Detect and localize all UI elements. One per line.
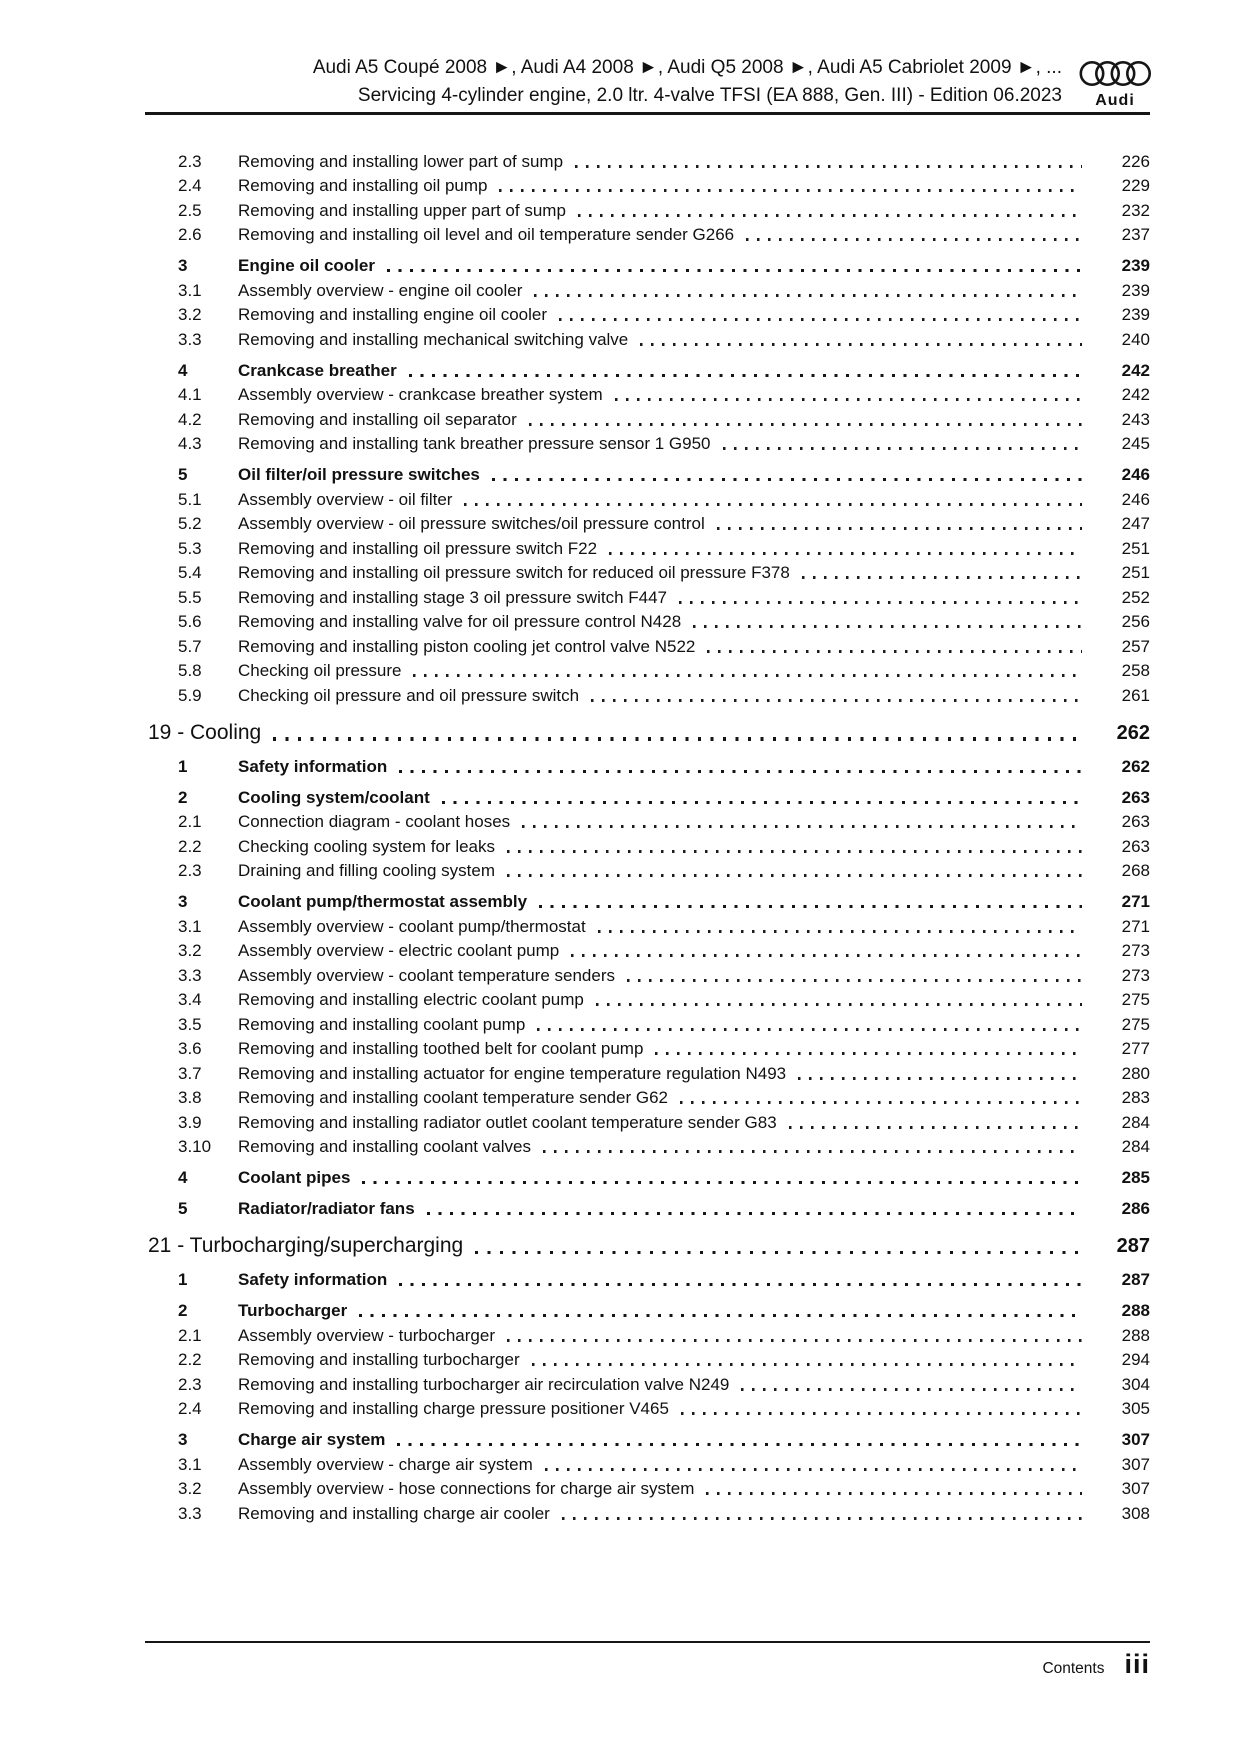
header-divider [145, 112, 1150, 115]
toc-entry-page: 252 [1121, 587, 1150, 607]
toc-leader-dots [596, 1003, 1082, 1006]
toc-entry-number: 2.3 [178, 1374, 202, 1394]
toc-leader-dots [529, 423, 1082, 426]
toc-entry-row [178, 514, 1150, 534]
toc-entry-title: Oil filter/oil pressure switches [238, 465, 480, 484]
toc-entry-number: 2 [178, 1301, 188, 1320]
toc-entry-number: 3.3 [178, 329, 202, 349]
toc-entry-title: 19 - Cooling [148, 720, 262, 744]
toc-leader-dots [741, 1388, 1082, 1391]
toc-entry-row [178, 1350, 1150, 1370]
toc-entry-row [178, 1039, 1150, 1059]
toc-leader-dots [615, 398, 1082, 401]
toc-entry-row [178, 686, 1150, 706]
toc-entry-title: Assembly overview - engine oil cooler [238, 280, 523, 300]
toc-entry-number: 3.2 [178, 941, 202, 960]
toc-leader-dots [679, 601, 1082, 604]
toc-entry-number: 3.1 [178, 1454, 202, 1474]
toc-entry-title: Removing and installing mechanical switching valve [238, 329, 629, 349]
toc-entry-page: 245 [1121, 434, 1150, 453]
toc-entry-page: 288 [1121, 1301, 1150, 1320]
toc-entry-number: 4 [178, 360, 188, 380]
toc-entry-number: 5.9 [178, 685, 202, 705]
toc-entry-row [178, 861, 1150, 881]
toc-entry-page: 239 [1121, 280, 1150, 300]
toc-entry-page: 242 [1121, 385, 1150, 404]
toc-leader-dots [562, 1517, 1082, 1520]
toc-entry-page: 239 [1121, 305, 1150, 324]
toc-entry-number: 3.2 [178, 305, 202, 324]
toc-leader-dots [571, 954, 1082, 957]
toc-entry-page: 275 [1121, 990, 1150, 1009]
toc-entry-row [178, 490, 1150, 510]
toc-entry-title: Draining and filling cooling system [238, 861, 496, 880]
toc-entry-row [178, 788, 1150, 808]
toc-entry-page: 275 [1121, 1014, 1150, 1034]
header-model-line: Audi A5 Coupé 2008 ►, Audi A4 2008 ►, Audi Q5 2008 ►, Audi A5 Cabriolet 2009 ►, ... [312, 57, 1062, 78]
toc-entry-row [178, 563, 1150, 583]
toc-entry-row [178, 1064, 1150, 1084]
toc-entry-page: 273 [1121, 965, 1150, 985]
toc-leader-dots [789, 1126, 1082, 1129]
toc-entry-title: Safety information [238, 1270, 388, 1289]
toc-entry-page: 232 [1121, 200, 1150, 220]
toc-leader-dots [273, 737, 1082, 740]
toc-entry-page: 268 [1121, 861, 1150, 880]
toc-entry-page: 226 [1121, 151, 1150, 171]
toc-entry-number: 2.2 [178, 836, 202, 856]
toc-entry-page: 277 [1121, 1039, 1150, 1058]
toc-entry-number: 3.2 [178, 1479, 202, 1498]
toc-entry-page: 261 [1121, 685, 1150, 705]
toc-entry-row [178, 1088, 1150, 1108]
toc-entry-title: Removing and installing oil pressure switch F22 [238, 538, 598, 558]
toc-entry-number: 3.9 [178, 1112, 202, 1132]
toc-entry-page: 287 [1121, 1270, 1150, 1289]
toc-entry-title: Removing and installing stage 3 oil pressure switch F447 [238, 587, 668, 607]
toc-entry-title: Removing and installing coolant pump [238, 1014, 526, 1034]
toc-entry-number: 2.4 [178, 1399, 202, 1418]
toc-leader-dots [578, 214, 1082, 217]
toc-entry-page: 286 [1121, 1199, 1150, 1218]
toc-entry-number: 2.4 [178, 176, 202, 195]
toc-entry-row [178, 837, 1150, 857]
toc-leader-dots [746, 238, 1082, 241]
toc-entry-page: 304 [1121, 1374, 1150, 1394]
table-of-contents [148, 147, 1150, 1524]
toc-entry-title: Removing and installing valve for oil pressure control N428 [238, 612, 682, 631]
toc-entry-title: Removing and installing oil level and oil temperature sender G266 [238, 225, 735, 244]
toc-leader-dots [539, 905, 1082, 908]
toc-entry-page: 280 [1121, 1063, 1150, 1083]
toc-entry-title: Assembly overview - charge air system [238, 1454, 533, 1474]
toc-leader-dots [627, 979, 1082, 982]
toc-entry-number: 2.1 [178, 1325, 202, 1345]
toc-entry-row [178, 812, 1150, 832]
toc-entry-page: 262 [1121, 756, 1150, 776]
toc-entry-number: 2.3 [178, 861, 202, 880]
toc-entry-row [178, 588, 1150, 608]
toc-entry-number: 2 [178, 787, 188, 807]
toc-entry-row [178, 612, 1150, 632]
toc-leader-dots [680, 1101, 1082, 1104]
toc-leader-dots [507, 1339, 1082, 1342]
toc-entry-title: Safety information [238, 756, 388, 776]
toc-entry-title: Checking oil pressure [238, 661, 402, 680]
toc-entry-title: Removing and installing oil separator [238, 409, 517, 429]
toc-entry-row [178, 539, 1150, 559]
toc-entry-number: 2.6 [178, 225, 202, 244]
toc-entry-title: Removing and installing coolant temperature sender G62 [238, 1088, 668, 1107]
toc-entry-number: 3 [178, 892, 188, 911]
toc-entry-row [178, 917, 1150, 937]
toc-leader-dots [442, 801, 1082, 804]
toc-leader-dots [475, 1251, 1082, 1254]
toc-entry-page: 258 [1121, 661, 1150, 680]
toc-entry-row [178, 1326, 1150, 1346]
toc-entry-number: 2.1 [178, 812, 202, 831]
toc-entry-row [178, 1168, 1150, 1188]
page-footer [1042, 1650, 1150, 1678]
toc-entry-row [178, 1375, 1150, 1395]
header-text [313, 54, 1062, 110]
toc-entry-row [178, 176, 1150, 196]
toc-entry-number: 5 [178, 1199, 188, 1218]
toc-entry-title: Removing and installing turbocharger [238, 1350, 520, 1369]
toc-entry-row [178, 757, 1150, 777]
toc-entry-row [178, 1113, 1150, 1133]
toc-entry-number: 3.1 [178, 280, 202, 300]
toc-entry-row [178, 1399, 1150, 1419]
toc-entry-page: 305 [1121, 1399, 1150, 1418]
toc-entry-row [178, 1137, 1150, 1157]
toc-entry-page: 288 [1121, 1325, 1150, 1345]
toc-entry-title: Connection diagram - coolant hoses [238, 812, 511, 831]
toc-entry-title: Removing and installing oil pump [238, 176, 488, 195]
toc-entry-page: 263 [1121, 787, 1150, 807]
toc-entry-title: Removing and installing charge pressure positioner V465 [238, 1399, 669, 1418]
toc-leader-dots [413, 674, 1082, 677]
toc-entry-page: 271 [1121, 916, 1150, 936]
toc-entry-title: Removing and installing oil pressure switch for reduced oil pressure F378 [238, 563, 790, 582]
toc-entry-page: 229 [1121, 176, 1150, 195]
toc-leader-dots [723, 447, 1083, 450]
toc-entry-title: Coolant pipes [238, 1168, 351, 1187]
toc-entry-title: Checking oil pressure and oil pressure switch [238, 685, 580, 705]
toc-leader-dots [492, 478, 1082, 481]
toc-leader-dots [409, 374, 1082, 377]
toc-leader-dots [598, 930, 1082, 933]
toc-leader-dots [640, 343, 1082, 346]
toc-entry-title: Turbocharger [238, 1301, 348, 1320]
toc-leader-dots [545, 1468, 1082, 1471]
toc-entry-number: 5.5 [178, 587, 202, 607]
toc-leader-dots [543, 1150, 1082, 1153]
toc-entry-number: 3.7 [178, 1063, 202, 1083]
toc-entry-row [178, 941, 1150, 961]
toc-entry-page: 307 [1121, 1430, 1150, 1449]
toc-entry-number: 5.8 [178, 661, 202, 680]
toc-entry-row [178, 434, 1150, 454]
toc-entry-title: Radiator/radiator fans [238, 1199, 415, 1218]
toc-entry-title: Removing and installing actuator for engine temperature regulation N493 [238, 1063, 787, 1083]
toc-entry-row [178, 661, 1150, 681]
toc-leader-dots [537, 1028, 1082, 1031]
toc-entry-row [178, 1199, 1150, 1219]
toc-entry-title: Assembly overview - turbocharger [238, 1325, 495, 1345]
toc-entry-number: 3.6 [178, 1039, 202, 1058]
toc-leader-dots [387, 269, 1082, 272]
toc-entry-number: 1 [178, 1270, 188, 1289]
toc-entry-number: 4.2 [178, 409, 202, 429]
toc-entry-title: 21 - Turbocharging/supercharging [148, 1234, 464, 1257]
toc-entry-number: 2.5 [178, 200, 202, 220]
toc-entry-page: 256 [1121, 612, 1150, 631]
toc-entry-title: Checking cooling system for leaks [238, 836, 496, 856]
toc-leader-dots [399, 1283, 1082, 1286]
toc-entry-title: Assembly overview - electric coolant pump [238, 941, 560, 960]
toc-entry-row [178, 966, 1150, 986]
toc-entry-number: 3.1 [178, 916, 202, 936]
toc-entry-page: 284 [1121, 1137, 1150, 1156]
toc-entry-page: 237 [1121, 225, 1150, 244]
toc-entry-row [178, 1430, 1150, 1450]
toc-entry-page: 242 [1121, 360, 1150, 380]
toc-entry-number: 3.10 [178, 1137, 212, 1156]
toc-entry-title: Removing and installing turbocharger air recirculation valve N249 [238, 1374, 730, 1394]
toc-entry-title: Removing and installing charge air cooler [238, 1503, 550, 1523]
toc-entry-title: Removing and installing electric coolant pump [238, 990, 584, 1009]
toc-entry-row [178, 305, 1150, 325]
toc-entry-number: 4 [178, 1168, 188, 1187]
toc-entry-number: 4.3 [178, 434, 202, 453]
page-header [0, 54, 1152, 110]
toc-entry-number: 3.5 [178, 1014, 202, 1034]
toc-entry-page: 307 [1121, 1454, 1150, 1474]
toc-leader-dots [399, 770, 1082, 773]
toc-leader-dots [507, 850, 1082, 853]
audi-wordmark: Audi [1095, 92, 1135, 109]
toc-entry-page: 284 [1121, 1112, 1150, 1132]
toc-entry-title: Assembly overview - hose connections for charge air system [238, 1479, 695, 1498]
toc-entry-row [178, 1270, 1150, 1290]
toc-entry-number: 5 [178, 465, 188, 484]
toc-entry-page: 243 [1121, 409, 1150, 429]
toc-entry-title: Removing and installing tank breather pressure sensor 1 G950 [238, 434, 711, 453]
toc-entry-page: 271 [1121, 892, 1150, 911]
toc-entry-number: 2.2 [178, 1350, 202, 1369]
toc-entry-number: 5.1 [178, 489, 202, 509]
toc-entry-number: 1 [178, 756, 188, 776]
toc-leader-dots [693, 625, 1082, 628]
toc-entry-title: Assembly overview - oil filter [238, 489, 453, 509]
toc-leader-dots [706, 1492, 1082, 1495]
header-doc-title: Servicing 4-cylinder engine, 2.0 ltr. 4-valve TFSI (EA 888, Gen. III) - Edition 06.2023 [357, 85, 1062, 106]
audi-rings-icon [1079, 60, 1151, 92]
toc-entry-number: 3.8 [178, 1088, 202, 1107]
toc-entry-number: 5.3 [178, 538, 202, 558]
toc-entry-page: 251 [1121, 538, 1150, 558]
toc-entry-page: 273 [1121, 941, 1150, 960]
toc-entry-page: 246 [1121, 465, 1150, 484]
toc-entry-row [178, 330, 1150, 350]
toc-leader-dots [655, 1052, 1082, 1055]
toc-entry-number: 5.6 [178, 612, 202, 631]
toc-entry-row [178, 152, 1150, 172]
toc-entry-page: 263 [1121, 836, 1150, 856]
toc-chapter-row [148, 1233, 1150, 1259]
toc-leader-dots [798, 1077, 1082, 1080]
toc-entry-number: 4.1 [178, 385, 202, 404]
toc-entry-title: Assembly overview - crankcase breather system [238, 385, 603, 404]
toc-entry-row [178, 256, 1150, 276]
toc-entry-row [178, 1504, 1150, 1524]
toc-entry-title: Removing and installing toothed belt for coolant pump [238, 1039, 644, 1058]
toc-leader-dots [427, 1212, 1082, 1215]
toc-chapter-row [148, 720, 1150, 746]
toc-leader-dots [464, 503, 1082, 506]
toc-entry-page: 239 [1121, 256, 1150, 275]
toc-entry-page: 251 [1121, 563, 1150, 582]
toc-leader-dots [575, 165, 1082, 168]
toc-entry-row [178, 892, 1150, 912]
toc-entry-number: 3.3 [178, 965, 202, 985]
toc-entry-row [178, 1455, 1150, 1475]
toc-leader-dots [534, 294, 1082, 297]
toc-entry-number: 2.3 [178, 151, 202, 171]
toc-entry-title: Removing and installing coolant valves [238, 1137, 531, 1156]
toc-entry-title: Charge air system [238, 1430, 386, 1449]
toc-entry-number: 5.2 [178, 514, 202, 533]
toc-entry-row [178, 225, 1150, 245]
toc-entry-number: 3 [178, 1430, 188, 1449]
toc-entry-page: 294 [1121, 1350, 1150, 1369]
toc-entry-title: Engine oil cooler [238, 256, 375, 275]
toc-entry-title: Crankcase breather [238, 360, 397, 380]
toc-leader-dots [397, 1443, 1082, 1446]
footer-page-number: iii [1124, 1649, 1150, 1679]
toc-leader-dots [681, 1412, 1082, 1415]
toc-entry-title: Coolant pump/thermostat assembly [238, 892, 528, 911]
toc-entry-row [178, 465, 1150, 485]
toc-entry-row [178, 1301, 1150, 1321]
toc-entry-title: Cooling system/coolant [238, 787, 430, 807]
toc-entry-row [178, 990, 1150, 1010]
toc-leader-dots [359, 1314, 1082, 1317]
toc-leader-dots [609, 552, 1082, 555]
toc-leader-dots [532, 1363, 1082, 1366]
toc-entry-title: Removing and installing radiator outlet coolant temperature sender G83 [238, 1112, 777, 1132]
toc-entry-row [178, 201, 1150, 221]
audi-logo [1078, 60, 1152, 109]
toc-entry-number: 3 [178, 256, 188, 275]
toc-entry-page: 307 [1121, 1479, 1150, 1498]
toc-entry-title: Removing and installing lower part of sump [238, 151, 564, 171]
toc-entry-number: 5.7 [178, 636, 202, 656]
toc-entry-page: 283 [1121, 1088, 1150, 1107]
toc-leader-dots [717, 527, 1082, 530]
toc-entry-page: 262 [1116, 721, 1150, 744]
footer-contents-label: Contents [1042, 1660, 1105, 1677]
toc-leader-dots [559, 318, 1082, 321]
toc-entry-row [178, 385, 1150, 405]
toc-leader-dots [522, 825, 1082, 828]
toc-entry-row [178, 1015, 1150, 1035]
toc-leader-dots [507, 874, 1082, 877]
toc-entry-number: 3.4 [178, 990, 202, 1009]
toc-leader-dots [362, 1181, 1082, 1184]
toc-entry-page: 308 [1121, 1503, 1150, 1523]
footer-divider [145, 1641, 1150, 1643]
toc-entry-number: 3.3 [178, 1503, 202, 1523]
toc-entry-page: 257 [1121, 636, 1150, 656]
toc-leader-dots [802, 576, 1082, 579]
toc-entry-page: 246 [1121, 489, 1150, 509]
toc-entry-number: 5.4 [178, 563, 202, 582]
toc-entry-row [178, 410, 1150, 430]
toc-entry-title: Removing and installing upper part of sump [238, 200, 566, 220]
toc-entry-page: 247 [1121, 514, 1150, 533]
toc-entry-row [178, 637, 1150, 657]
toc-entry-page: 240 [1121, 329, 1150, 349]
toc-entry-row [178, 361, 1150, 381]
toc-leader-dots [591, 699, 1082, 702]
toc-leader-dots [707, 650, 1082, 653]
toc-entry-row [178, 1479, 1150, 1499]
toc-entry-title: Assembly overview - coolant temperature senders [238, 965, 615, 985]
toc-entry-row [178, 281, 1150, 301]
toc-entry-page: 285 [1121, 1168, 1150, 1187]
toc-entry-page: 287 [1116, 1235, 1150, 1257]
toc-entry-page: 263 [1121, 812, 1150, 831]
toc-entry-title: Assembly overview - oil pressure switches/oil pressure control [238, 514, 705, 533]
toc-entry-title: Removing and installing piston cooling jet control valve N522 [238, 636, 696, 656]
toc-entry-title: Assembly overview - coolant pump/thermostat [238, 916, 586, 936]
toc-leader-dots [499, 189, 1082, 192]
toc-entry-title: Removing and installing engine oil cooler [238, 305, 548, 324]
